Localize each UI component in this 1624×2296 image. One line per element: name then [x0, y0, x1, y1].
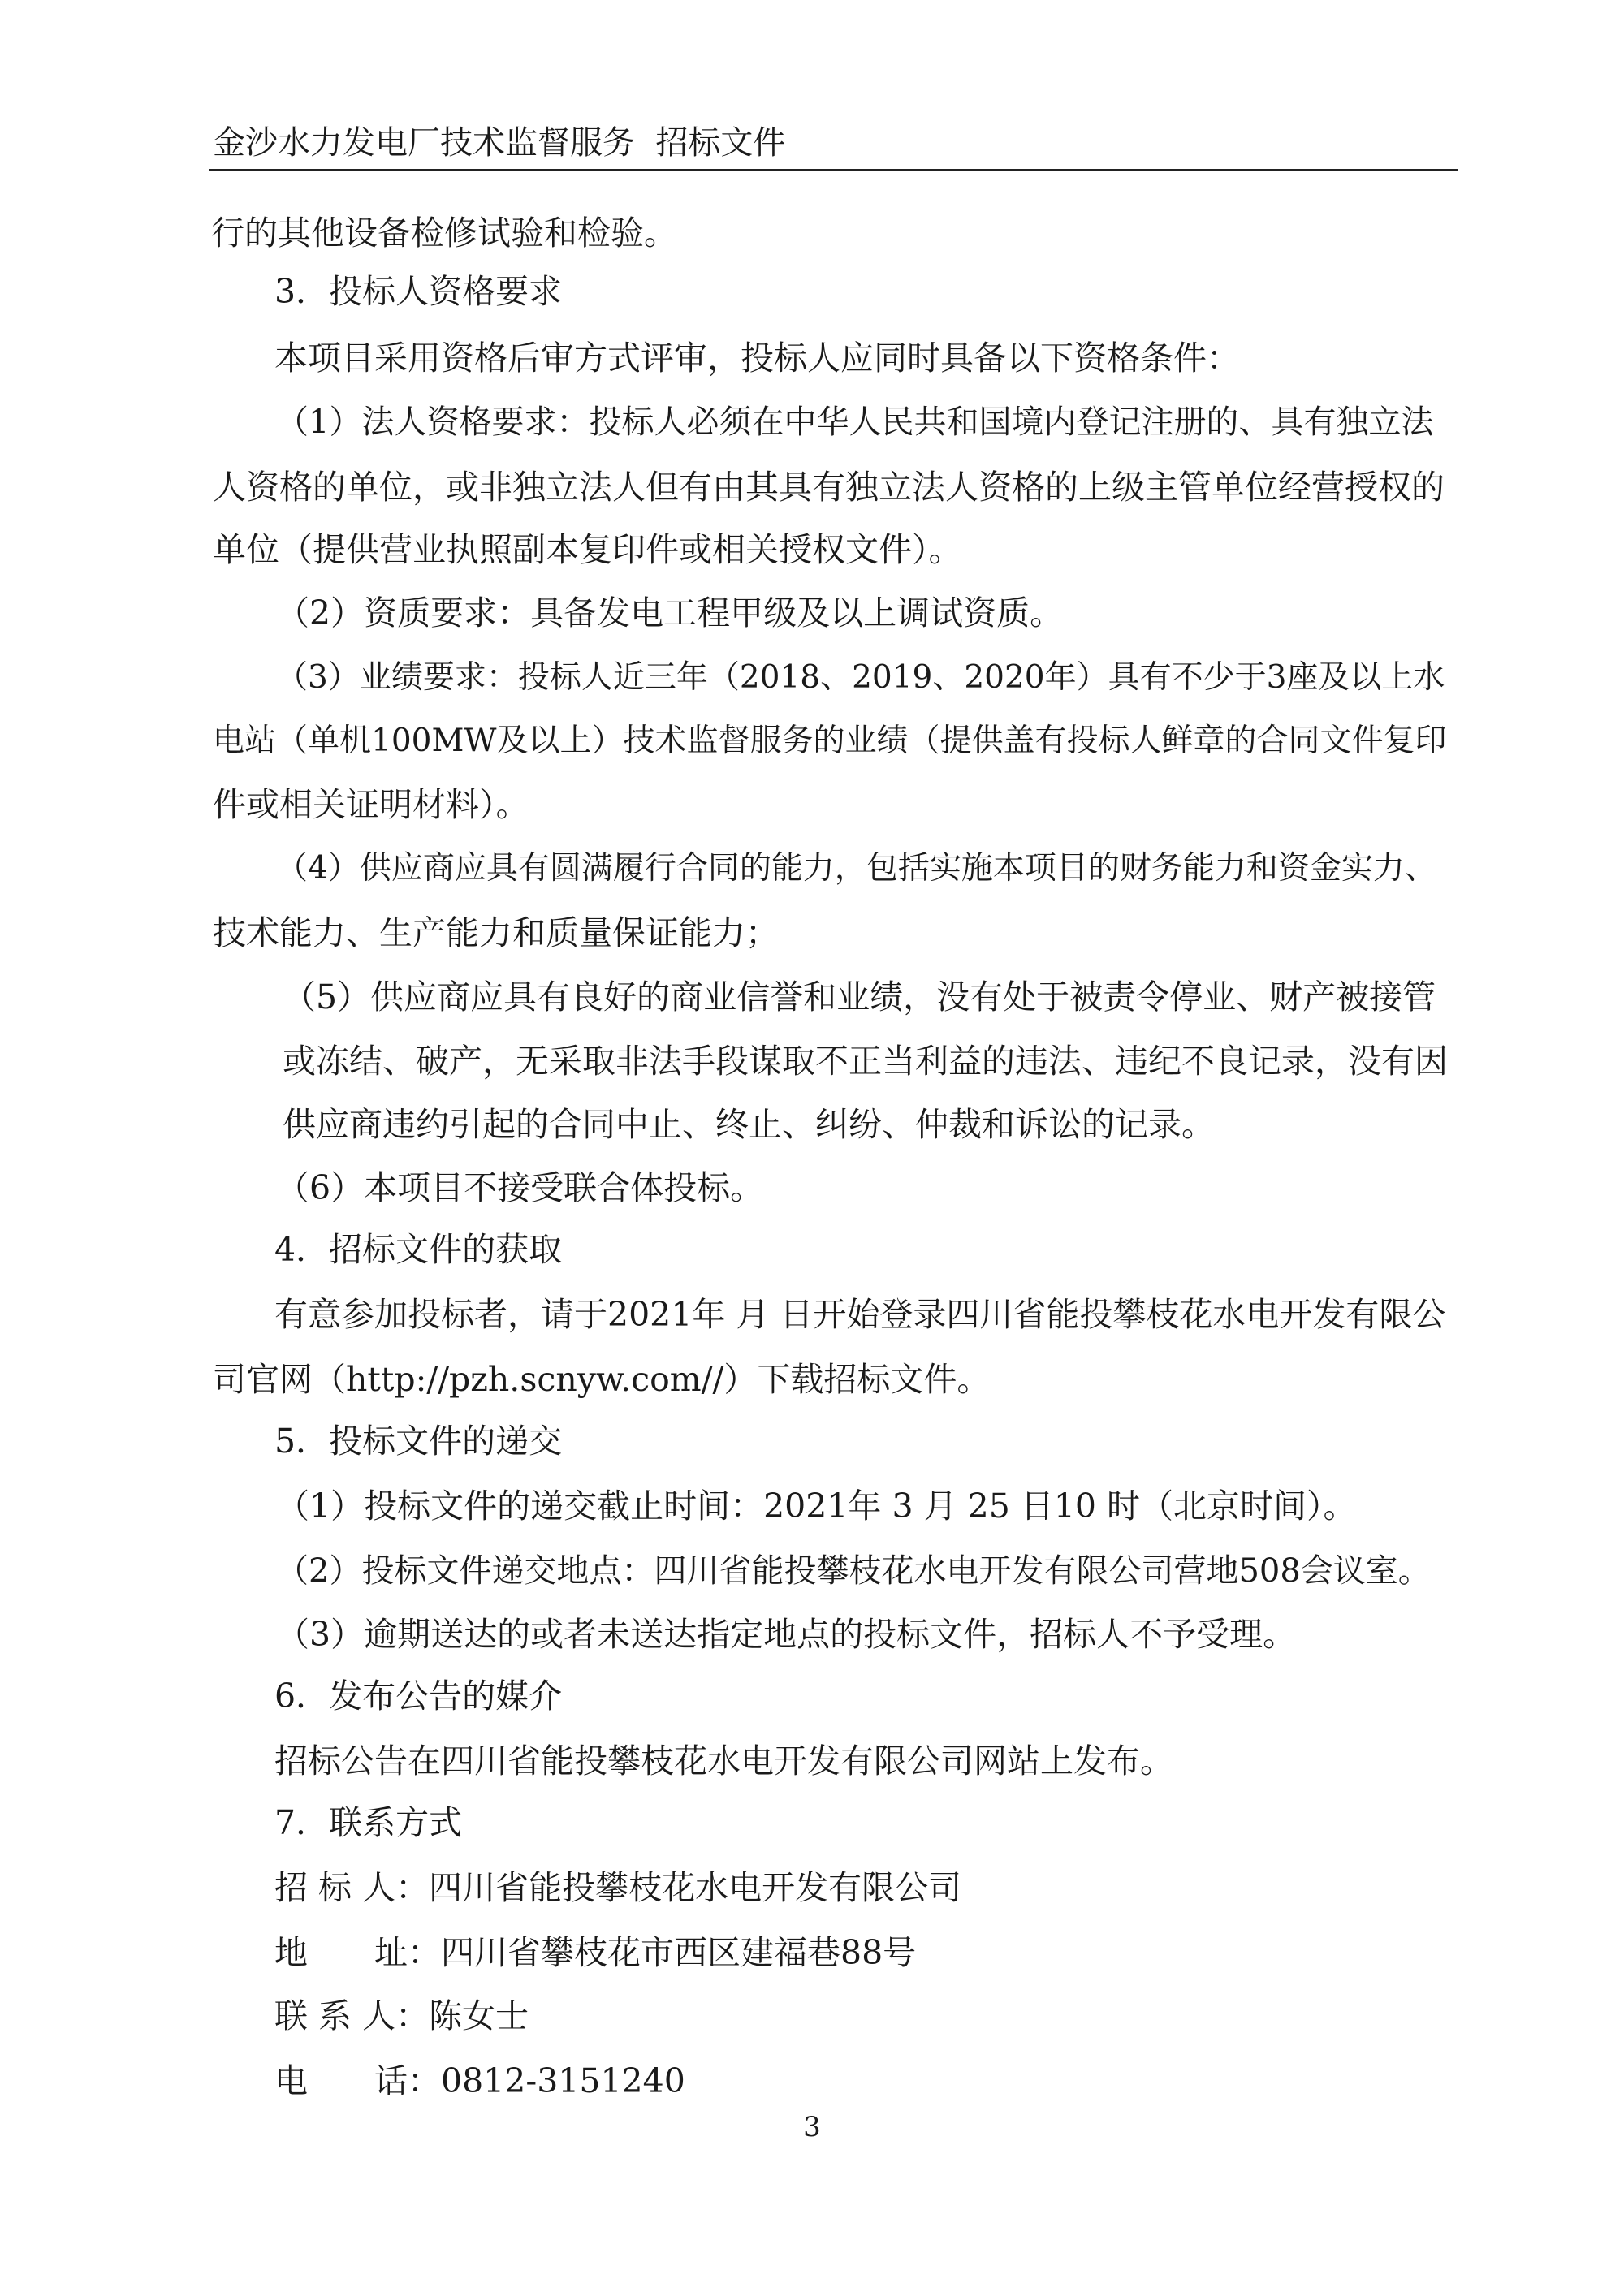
section-heading: 5．投标文件的递交: [274, 1422, 563, 1461]
section-heading: 6．发布公告的媒介: [274, 1677, 563, 1716]
contact-line: 招 标 人：四川省能投攀枝花水电开发有限公司: [274, 1868, 962, 1907]
contact-line: 联 系 人：陈女士: [274, 1996, 529, 2035]
text-line: 本项目采用资格后审方式评审，投标人应同时具备以下资格条件：: [274, 339, 1240, 378]
section-heading: 7．联系方式: [274, 1803, 463, 1842]
text-line: （5）供应商应具有良好的商业信誉和业绩，没有处于被责令停业、财产被接管: [283, 978, 1436, 1016]
text-line: 司官网（http://pzh.scnyw.com//）下载招标文件。: [213, 1360, 991, 1399]
text-line: 电站（单机100MW及以上）技术监督服务的业绩（提供盖有投标人鲜章的合同文件复印: [213, 723, 1447, 759]
section-heading: 4．招标文件的获取: [274, 1230, 563, 1269]
text-line: 招标公告在四川省能投攀枝花水电开发有限公司网站上发布。: [274, 1741, 1173, 1780]
contact-line: 地 址：四川省攀枝花市西区建福巷88号: [274, 1933, 917, 1972]
text-line: 单位（提供营业执照副本复印件或相关授权文件）。: [213, 530, 962, 569]
text-line: （1）投标文件的递交截止时间：2021年 3 月 25 日10 时（北京时间）。: [276, 1487, 1357, 1526]
text-line: （4）供应商应具有圆满履行合同的能力，包括实施本项目的财务能力和资金实力、: [276, 850, 1436, 887]
text-line: 技术能力、生产能力和质量保证能力；: [213, 913, 779, 952]
header-divider: [209, 169, 1458, 171]
text-line: 行的其他设备检修试验和检验。: [211, 214, 677, 252]
page-number: 3: [803, 2111, 821, 2143]
text-line: （3）业绩要求：投标人近三年（2018、2019、2020年）具有不少于3座及以上水: [276, 659, 1445, 696]
text-line: 供应商违约引起的合同中止、终止、纠纷、仲裁和诉讼的记录。: [283, 1105, 1215, 1144]
text-line: 件或相关证明材料）。: [213, 785, 529, 824]
text-line: 或冻结、破产，无采取非法手段谋取不正当利益的违法、违纪不良记录，没有因: [283, 1042, 1448, 1081]
contact-line: 电 话：0812-3151240: [274, 2061, 685, 2100]
text-line: （2）投标文件递交地点：四川省能投攀枝花水电开发有限公司营地508会议室。: [276, 1552, 1431, 1590]
text-line: （6）本项目不接受联合体投标。: [276, 1168, 764, 1207]
text-line: （2）资质要求：具备发电工程甲级及以上调试资质。: [276, 593, 1064, 632]
text-line: 有意参加投标者，请于2021年 月 日开始登录四川省能投攀枝花水电开发有限公: [274, 1295, 1446, 1334]
text-line: （3）逾期送达的或者未送达指定地点的投标文件，招标人不予受理。: [276, 1615, 1297, 1654]
text-line: 人资格的单位，或非独立法人但有由其具有独立法人资格的上级主管单位经营授权的: [213, 468, 1445, 507]
section-heading: 3．投标人资格要求: [274, 272, 563, 311]
header-title: 金沙水力发电厂技术监督服务 招标文件: [213, 124, 786, 162]
text-line: （1）法人资格要求：投标人必须在中华人民共和国境内登记注册的、具有独立法: [276, 404, 1434, 441]
